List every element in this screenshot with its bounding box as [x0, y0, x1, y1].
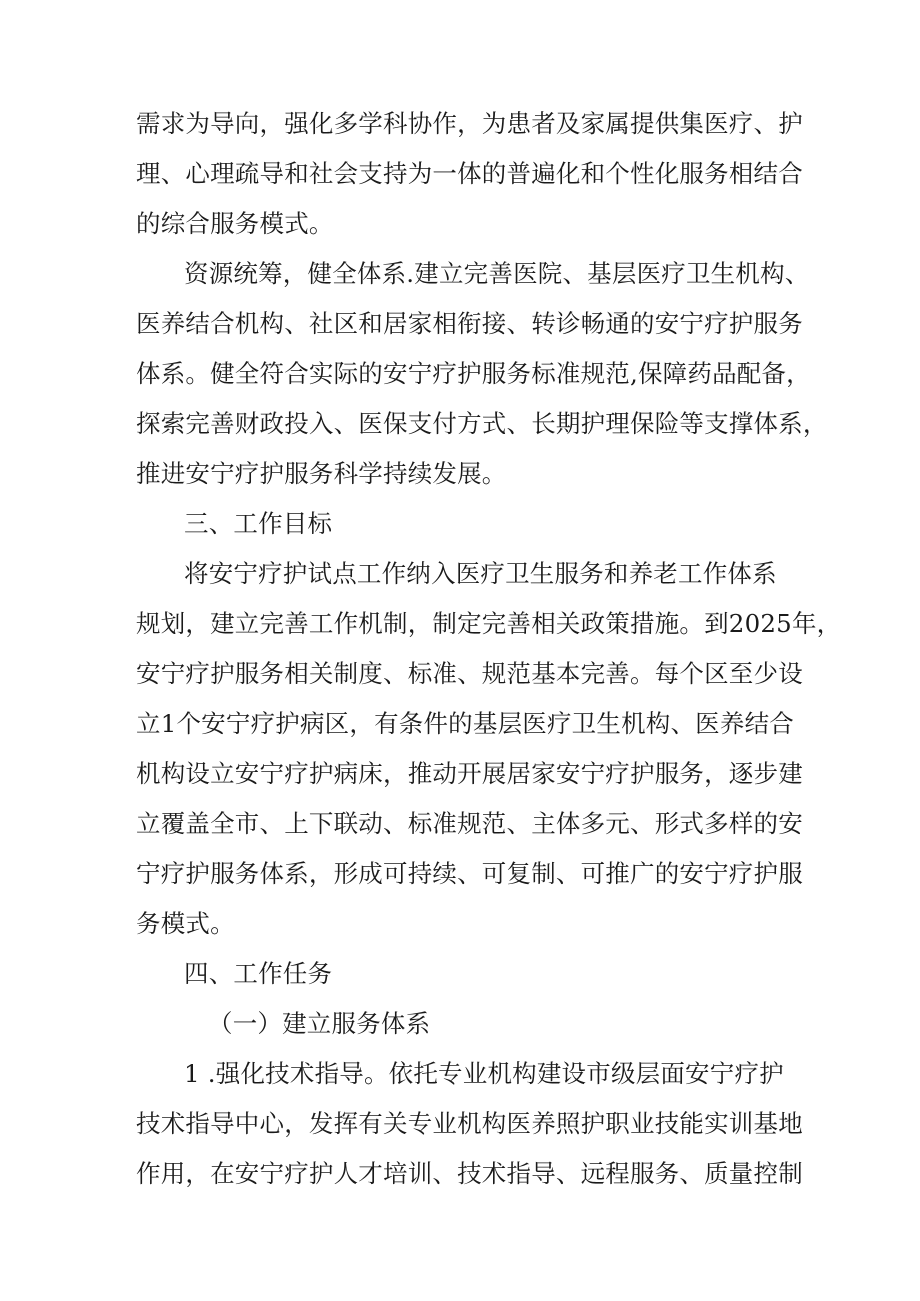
paragraph-line: 立1个安宁疗护病区，有条件的基层医疗卫生机构、医养结合 — [136, 709, 794, 738]
paragraph-line: 1 .强化技术指导。依托专业机构建设市级层面安宁疗护 — [184, 1059, 784, 1088]
section-heading: 四、工作任务 — [184, 959, 333, 988]
paragraph-line: 需求为导向，强化多学科协作，为患者及家属提供集医疗、护 — [136, 109, 803, 138]
paragraph-line: 体系。健全符合实际的安宁疗护服务标准规范,保障药品配备， — [136, 359, 811, 388]
paragraph-line: 宁疗护服务体系，形成可持续、可复制、可推广的安宁疗护服 — [136, 859, 803, 888]
paragraph-line: 的综合服务模式。 — [136, 209, 334, 238]
paragraph-line: 医养结合机构、社区和居家相衔接、转诊畅通的安宁疗护服务 — [136, 309, 803, 338]
subsection-heading: （一）建立服务体系 — [208, 1009, 431, 1038]
paragraph-line: 探索完善财政投入、医保支付方式、长期护理保险等支撑体系， — [136, 409, 828, 438]
paragraph-line: 资源统筹，健全体系.建立完善医院、基层医疗卫生机构、 — [184, 259, 810, 288]
paragraph-line: 安宁疗护服务相关制度、标准、规范基本完善。每个区至少设 — [136, 659, 803, 688]
paragraph-line: 立覆盖全市、上下联动、标准规范、主体多元、形式多样的安 — [136, 809, 803, 838]
paragraph-line: 规划，建立完善工作机制，制定完善相关政策措施。到2025年， — [136, 609, 842, 638]
section-heading: 三、工作目标 — [184, 509, 333, 538]
paragraph-line: 将安宁疗护试点工作纳入医疗卫生服务和养老工作体系 — [184, 559, 777, 588]
paragraph-line: 机构设立安宁疗护病床，推动开展居家安宁疗护服务，逐步建 — [136, 759, 803, 788]
paragraph-line: 理、心理疏导和社会支持为一体的普遍化和个性化服务相结合 — [136, 159, 803, 188]
paragraph-line: 务模式。 — [136, 909, 235, 938]
paragraph-line: 作用，在安宁疗护人才培训、技术指导、远程服务、质量控制 — [136, 1159, 803, 1188]
paragraph-line: 推进安宁疗护服务科学持续发展。 — [136, 459, 507, 488]
paragraph-line: 技术指导中心，发挥有关专业机构医养照护职业技能实训基地 — [136, 1109, 803, 1138]
